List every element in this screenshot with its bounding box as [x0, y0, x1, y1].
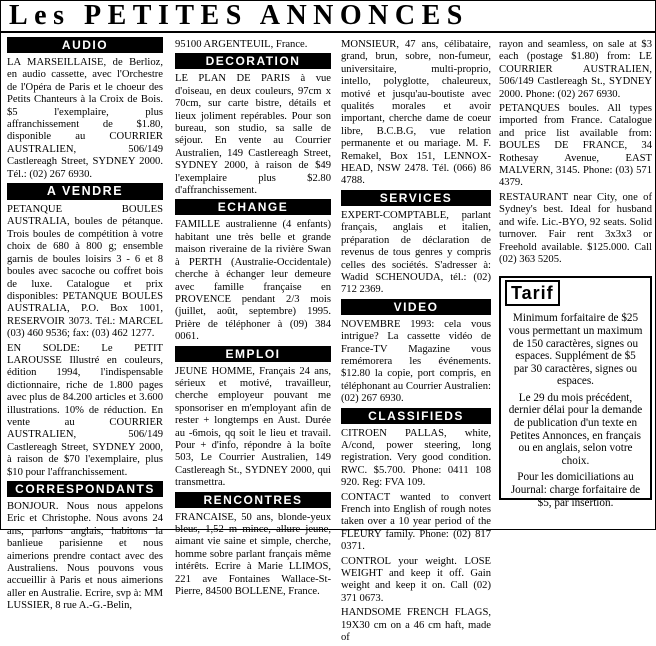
ad-contact: CONTACT wanted to convert French into English of rough notes taken over a 10 year period of the FLEURY family. Phone: (02) 817 0371. — [341, 491, 491, 553]
ad-francaise: FRANCAISE, 50 ans, blonde-yeux bleus, 1,52 m mince, allure jeune, aimant vie saine et simple, cherche, homme sobre parlant français même intérêts. Ecrire à Marie LLIMOS, 221 ave Fontaines Wallace-St-Pierre, 84500 BOLLENE, France. — [175, 511, 331, 598]
ad-marseillaise: LA MARSEILLAISE, de Berlioz, en audio cassette, avec l'Orchestre de l'Opéra de Paris et le choeur des Petits Chanteurs à la Croix de Bois. $5 l'exemplaire, plus affranchissement de $1.80, disponible au COURRIER AUSTRALIEN, 506/149 Castlereagh Street, SYDNEY 2000. Tél.: (02) 267 6930. — [7, 57, 163, 180]
ad-flags-tail: rayon and seamless, on sale at $3 each (postage $1.80) from: LE COURRIER AUSTRALIEN, 506/149 Castlereagh St., SYDNEY 2000. Phone: (02) 267 6930. — [499, 39, 652, 100]
masthead — [1, 1, 655, 33]
column-2 — [175, 39, 331, 600]
ad-novembre-1993: NOVEMBRE 1993: cela vous intrigue? La cassette vidéo de France-TV Magazine vous remémorera les événements. $12.80 la copie, port compris, en téléphonant au Courrier Australien: (02) 267 6930. — [341, 318, 491, 405]
tarif-title: Tarif — [505, 280, 560, 306]
section-header-correspondants: CORRESPONDANTS — [7, 481, 163, 497]
tarif-deadline: Le 29 du mois précédent, dernier délai pour la demande de publication d'un texte en Petites Annonces, en français ou en anglais, selon votre choix. — [508, 391, 643, 467]
section-header-services: SERVICES — [341, 190, 491, 206]
ad-plan-de-paris: LE PLAN DE PARIS à vue d'oiseau, en deux couleurs, 97cm x 70cm, sur carte bistre, détails et lieux joliment repérables. Pour son bureau, son studio, sa salle de séjour. En vente au Courrier Australien, 149 Castlereagh Street, SYDNEY 2000, à raison de $49 l'exemplaire plus $2.80 d'affranchissement. — [175, 73, 331, 197]
ad-expert-comptable: EXPERT-COMPTABLE, parlant français, anglais et italien, préparation de déclaration de revenus de tous genres y compris celles des sociétés. S'adresser à: Wadid SCHENOUDA, tél.: (02) 712 2369. — [341, 209, 491, 296]
column-1 — [7, 35, 163, 615]
section-header-video: VIDEO — [341, 299, 491, 315]
ad-monsieur: MONSIEUR, 47 ans, célibataire, grand, brun, sobre, non-fumeur, universitaire, multi-proprio, intello, polyglotte, chaleureux, motivé et jusqu'au-boutiste avec qualités morales et avoir important, cherche dame de coeur libre, B.C.B.G, vue relation permanente et ou mariage. M. F. Remakel, Box 151, LENNOX-HEAD, NSW 2478. Tél. (066) 86 4788. — [341, 39, 491, 187]
column-3 — [341, 39, 491, 646]
ad-petanque-boules: PETANQUE BOULES AUSTRALIA, boules de pétanque. Trois boules de compétition à votre choix de 680 à 800 g; ensemble garnis de boules loisirs 3 - 6 et 8 boules avec sacoche ou coffret bois de luxe. Catalogue et prix disponibles: PETANQUE BOULES AUSTRALIA, P.O. Box 1001, RESERVOIR 3073. Tél.: MARCEL (03) 460 9536; fax: (03) 462 1277. — [7, 204, 163, 340]
tarif-domiciliations: Pour les domiciliations au Journal: charge forfaitaire de $5, par insertion. — [510, 471, 641, 509]
tarif-box — [499, 276, 652, 509]
ad-french-flags: HANDSOME FRENCH FLAGS, 19X30 cm on a 46 cm haft, made of — [341, 607, 491, 644]
ad-petanques: PETANQUES boules. All types imported from France. Catalogue and price list available from: BOULES DE FRANCE, 34 Rothesay Avenue, EAST MALVERN, 3145. Phone: (03) 571 4379. — [499, 103, 652, 189]
ad-jeune-homme: JEUNE HOMME, Français 24 ans, sérieux et motivé, travailleur, cherche employeur pouvant me sponsoriser en m'employant afin de rester + longtemps en Aust. Durée au -6mois, qq soit le lieu et travail. Pour + d'info, répondre à la boîte 503, Le Courrier Australien, 149 Castlereagh St., SYDNEY 2000, qui transmettra. — [175, 365, 331, 489]
ad-restaurant: RESTAURANT near City, one of Sydney's best. Ideal for husband and wife. Lic.-BYO, 92 seats. Solid turnover. Fair rent 3x3x3 or Freehold available. $125.000. Call (02) 363 5205. — [499, 191, 652, 265]
ad-address-tail: 95100 ARGENTEUIL, France. — [175, 39, 308, 50]
section-header-rencontres: RENCONTRES — [175, 492, 331, 508]
section-header-decoration: DECORATION — [175, 53, 331, 69]
page-title: Les PETITES ANNONCES — [9, 0, 469, 31]
section-header-classifieds: CLASSIFIEDS — [341, 408, 491, 424]
section-header-echange: ECHANGE — [175, 199, 331, 215]
ad-bonjour: BONJOUR. Nous nous appelons Eric et Christophe. Nous avons 24 ans, parlons anglais, habitons la banlieue parisienne et nous aimerions prendre contact avec des Australiens. Nous pouvons vous accueillir à Paris et nous aimerions aller en Australie. Ecrire, svp à: MM LUSSIER, 8 rue A.-G.-Belin, — [7, 501, 163, 612]
column-4 — [499, 39, 652, 509]
tarif-minimum: Minimum forfaitaire de $25 vous permettant un maximum de 150 caractères, signes ou espaces. Supplément de $5 par 30 caractères, signes ou espaces. — [508, 312, 643, 388]
ad-petit-larousse: EN SOLDE: Le PETIT LAROUSSE Illustré en couleurs, édition 1994, l'indispensable dictionnaire, riche de 1.800 pages avec plus de 84.200 articles et 3.600 illustrations. 10% de réduction. En vente au COURRIER AUSTRALIEN, 506/149 Castlereagh Street, SYDNEY 2000, à raison de $70 l'exemplaire, plus $10 pour l'affranchissement. — [7, 342, 163, 478]
ad-citroen: CITROEN PALLAS, white, A/cond, power steering, long registration. Very good condition. RWC. $5.700. Phone: 0411 108 920. Reg: FVA 109. — [341, 427, 491, 489]
section-header-audio: AUDIO — [7, 37, 163, 53]
section-header-a-vendre: A VENDRE — [7, 183, 163, 200]
section-header-emploi: EMPLOI — [175, 346, 331, 362]
ad-control: CONTROL your weight. LOSE WEIGHT and keep it off. Gain weight and keep it on. Call (02) 371 0673. — [341, 555, 491, 604]
ad-famille: FAMILLE australienne (4 enfants) habitant une très belle et grande maison riveraine de la rivière Swan à PERTH (Australie-Occidentale) cherche à échanger leur demeure avec famille française en PROVENCE pendant 2/3 mois (juillet, août, septembre) 1995. Prière de téléphoner à (09) 384 0061. — [175, 219, 331, 343]
